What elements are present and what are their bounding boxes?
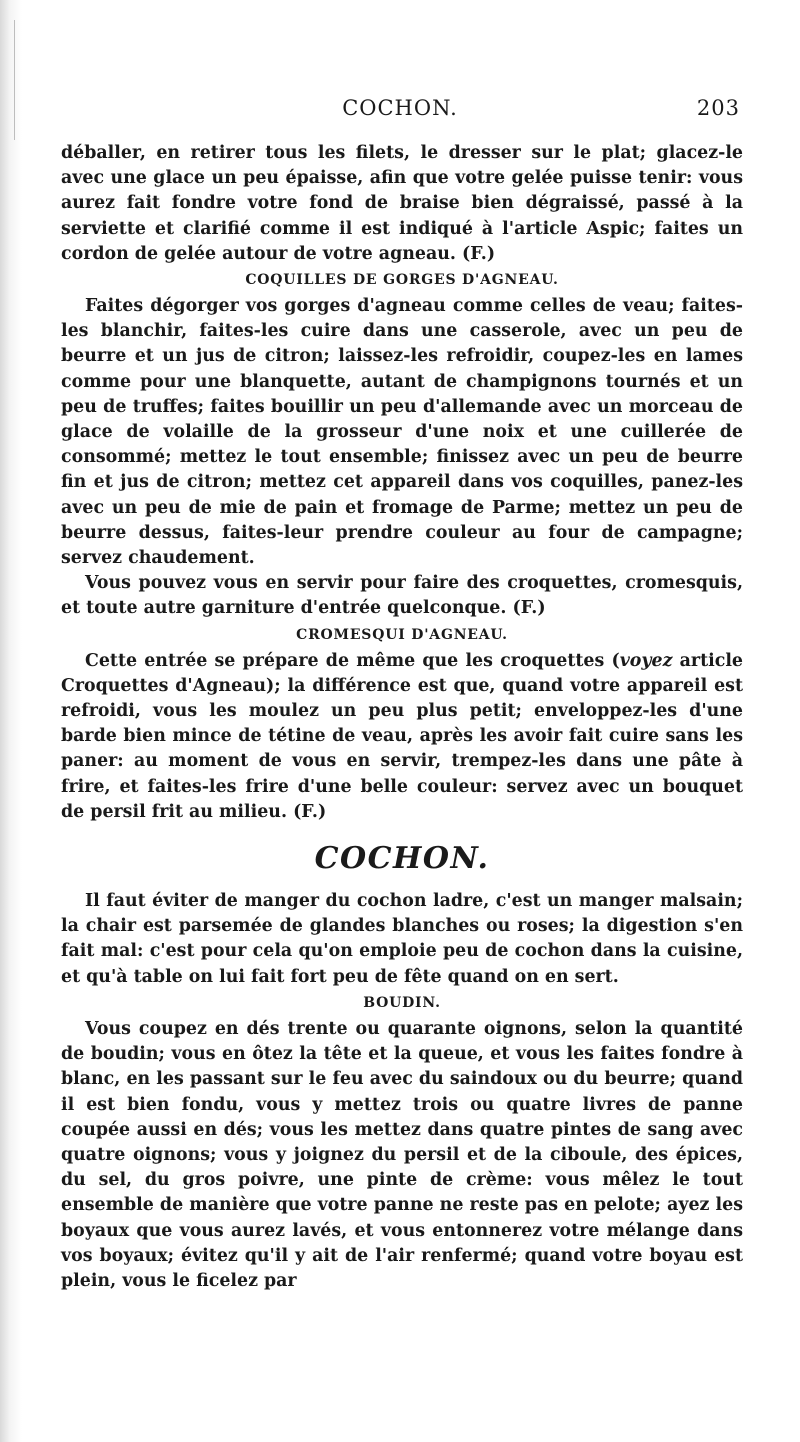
paragraph-cochon-intro: Il faut éviter de manger du cochon ladre, c'est un manger malsain; la chair est parsemée de glandes blanches ou roses; la digestion s'en fait mal: c'est pour cela qu'on emploie peu de cochon dans la cuisine, et qu'à table on lui fait fort peu de fête quand on en sert. [61,891,743,987]
recipe-heading-cromesqui: CROMESQUI D'AGNEAU. [296,626,508,643]
recipe-heading-boudin: BOUDIN. [363,994,441,1011]
running-head [60,96,740,126]
page-binding-line [14,20,15,140]
paragraph-coquilles-method: Faites dégorger vos gorges d'agneau comme celles de veau; faites-les blanchir, faites-les cuire dans une casserole, avec un peu de beurre et un jus de citron; laissez-les refroidir, coupez-les en lames comme pour une blanquette, autant de champignons tournés et un peu de truffes; faites bouillir un peu d'allemande avec un morceau de glace de volaille de la grosseur d'une noix et une cuillerée de consommé; mettez le tout ensemble; finissez avec un peu de beurre fin et jus de citron; mettez cet appareil dans vos coquilles, panez-les avec un peu de mie de pain et fromage de Parme; mettez un peu de beurre dessus, faites-leur prendre couleur au four de campagne; servez chaudement. [61,296,743,569]
paragraph-boudin: Vous coupez en dés trente ou quarante oignons, selon la quantité de boudin; vous en ôtez la tête et la queue, et vous les faites fondre à blanc, en les passant sur le feu avec du saindoux ou du beurre; quand il est bien fondu, vous y mettez trois ou quatre livres de panne coupée aussi en dés; vous les mettez dans quatre pintes de sang avec quatre oignons; vous y joignez du persil et de la ciboule, des épices, du sel, du gros poivre, une pinte de crème: vous mêlez le tout ensemble de manière que votre panne ne reste pas en pelote; ayez les boyaux que vous aurez lavés, et vous entonnerez votre mélange dans vos boyaux; évitez qu'il y ait de l'air renfermé; quand votre boyau est plein, vous le ficelez par [61,1018,743,1291]
cromesqui-text-start: Cette entrée se prépare de même que les croquettes ( [85,650,620,671]
cromesqui-text-end: article Croquettes d'Agneau); la différence est que, quand votre appareil est refroidi, vous les moulez un peu plus petit; enveloppez-les d'une barde bien mince de tétine de veau, après les avoir fait cuire sans les paner: au moment de vous en servir, trempez-les dans une pâte à frire, et faites-les frire d'une belle couleur: servez avec un bouquet de persil frit au milieu. (F.) [61,650,743,822]
paragraph-coquilles-note: Vous pouvez vous en servir pour faire des croquettes, cromesquis, et toute autre garniture d'entrée quelconque. (F.) [61,573,743,619]
cromesqui-text-italic: voyez [619,650,673,671]
recipe-heading-coquilles: COQUILLES DE GORGES D'AGNEAU. [245,272,559,289]
paragraph-continuation: déballer, en retirer tous les filets, le dresser sur le plat; glacez-le avec une glace un peu épaisse, afin que votre gelée puisse tenir: vous aurez fait fondre votre fond de braise bien dégraissé, passé à la serviette et clarifié comme il est indiqué à l'article Aspic; faites un cordon de gelée autour de votre agneau. (F.) [61,143,743,264]
running-title: COCHON. [342,96,458,120]
page-left-edge-shadow [0,0,22,1442]
page-number: 203 [696,96,740,120]
section-title-cochon: COCHON. [314,841,490,877]
paragraph-cromesqui [61,649,743,825]
page-body [61,141,743,1294]
